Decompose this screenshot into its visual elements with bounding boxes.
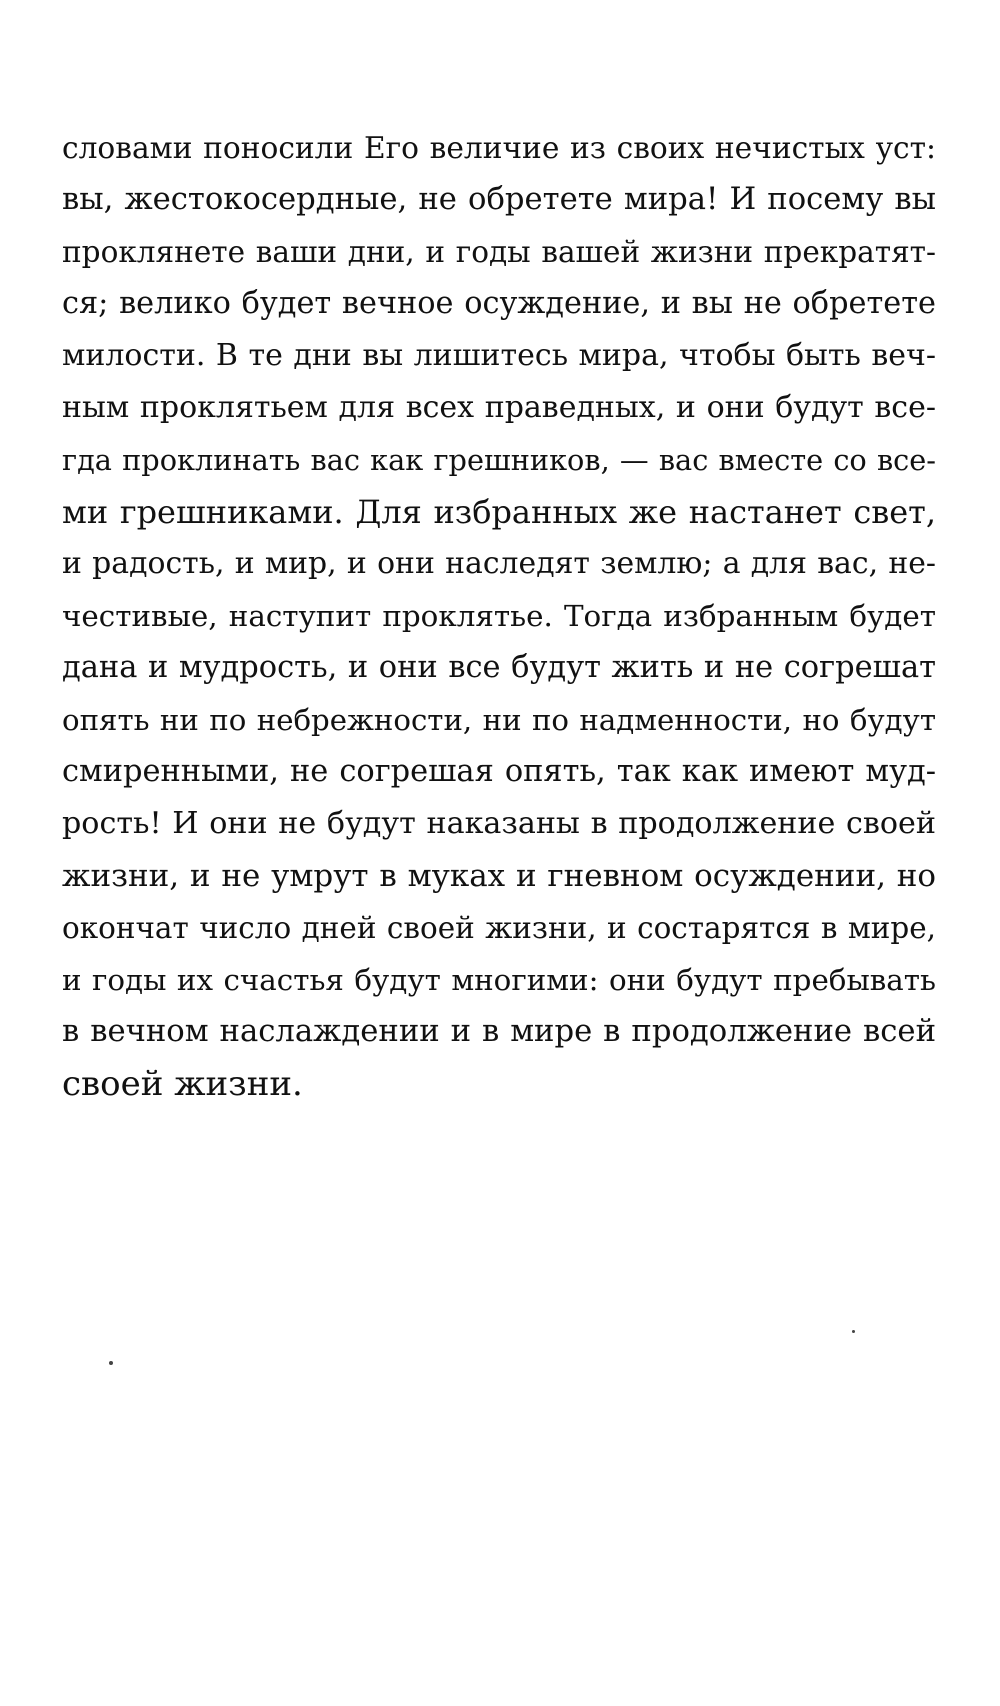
text-line-12: опять ни по небрежности, ни по надменности, но будут <box>62 703 936 737</box>
text-line-19: своей жизни. <box>62 1064 303 1104</box>
text-line-17: и годы их счастья будут многими: они будут пребывать <box>62 963 936 997</box>
text-line-3: проклянете ваши дни, и годы вашей жизни прекратят- <box>62 235 936 269</box>
text-line-5: милости. В те дни вы лишитесь мира, чтобы быть веч- <box>62 338 936 373</box>
text-line-16: окончат число дней своей жизни, и состарятся в мире, <box>62 911 936 945</box>
text-line-11: дана и мудрость, и они все будут жить и не согрешат <box>62 650 936 685</box>
text-line-7: гда проклинать вас как грешников, — вас вместе со все- <box>62 443 936 477</box>
body-text <box>62 122 936 1110</box>
text-line-10: честивые, наступит проклятье. Тогда избранным будет <box>62 599 936 633</box>
text-line-2: вы, жестокосердные, не обретете мира! И посему вы <box>62 182 936 217</box>
text-line-14: рость! И они не будут наказаны в продолжение своей <box>62 806 936 841</box>
scan-speck <box>852 1330 855 1333</box>
text-line-13: смиренными, не согрешая опять, так как имеют муд- <box>62 754 936 789</box>
text-line-18: в вечном наслаждении и в мире в продолжение всей <box>62 1014 936 1049</box>
scan-speck <box>109 1361 113 1365</box>
text-line-6: ным проклятьем для всех праведных, и они будут все- <box>62 390 936 425</box>
text-line-1: словами поносили Его величие из своих нечистых уст: <box>62 130 936 165</box>
text-line-4: ся; велико будет вечное осуждение, и вы не обретете <box>62 286 936 321</box>
text-line-8: ми грешниками. Для избранных же настанет свет, <box>62 493 936 531</box>
text-line-15: жизни, и не умрут в муках и гневном осуждении, но <box>62 858 936 894</box>
text-line-9: и радость, и мир, и они наследят землю; а для вас, не- <box>62 546 936 581</box>
